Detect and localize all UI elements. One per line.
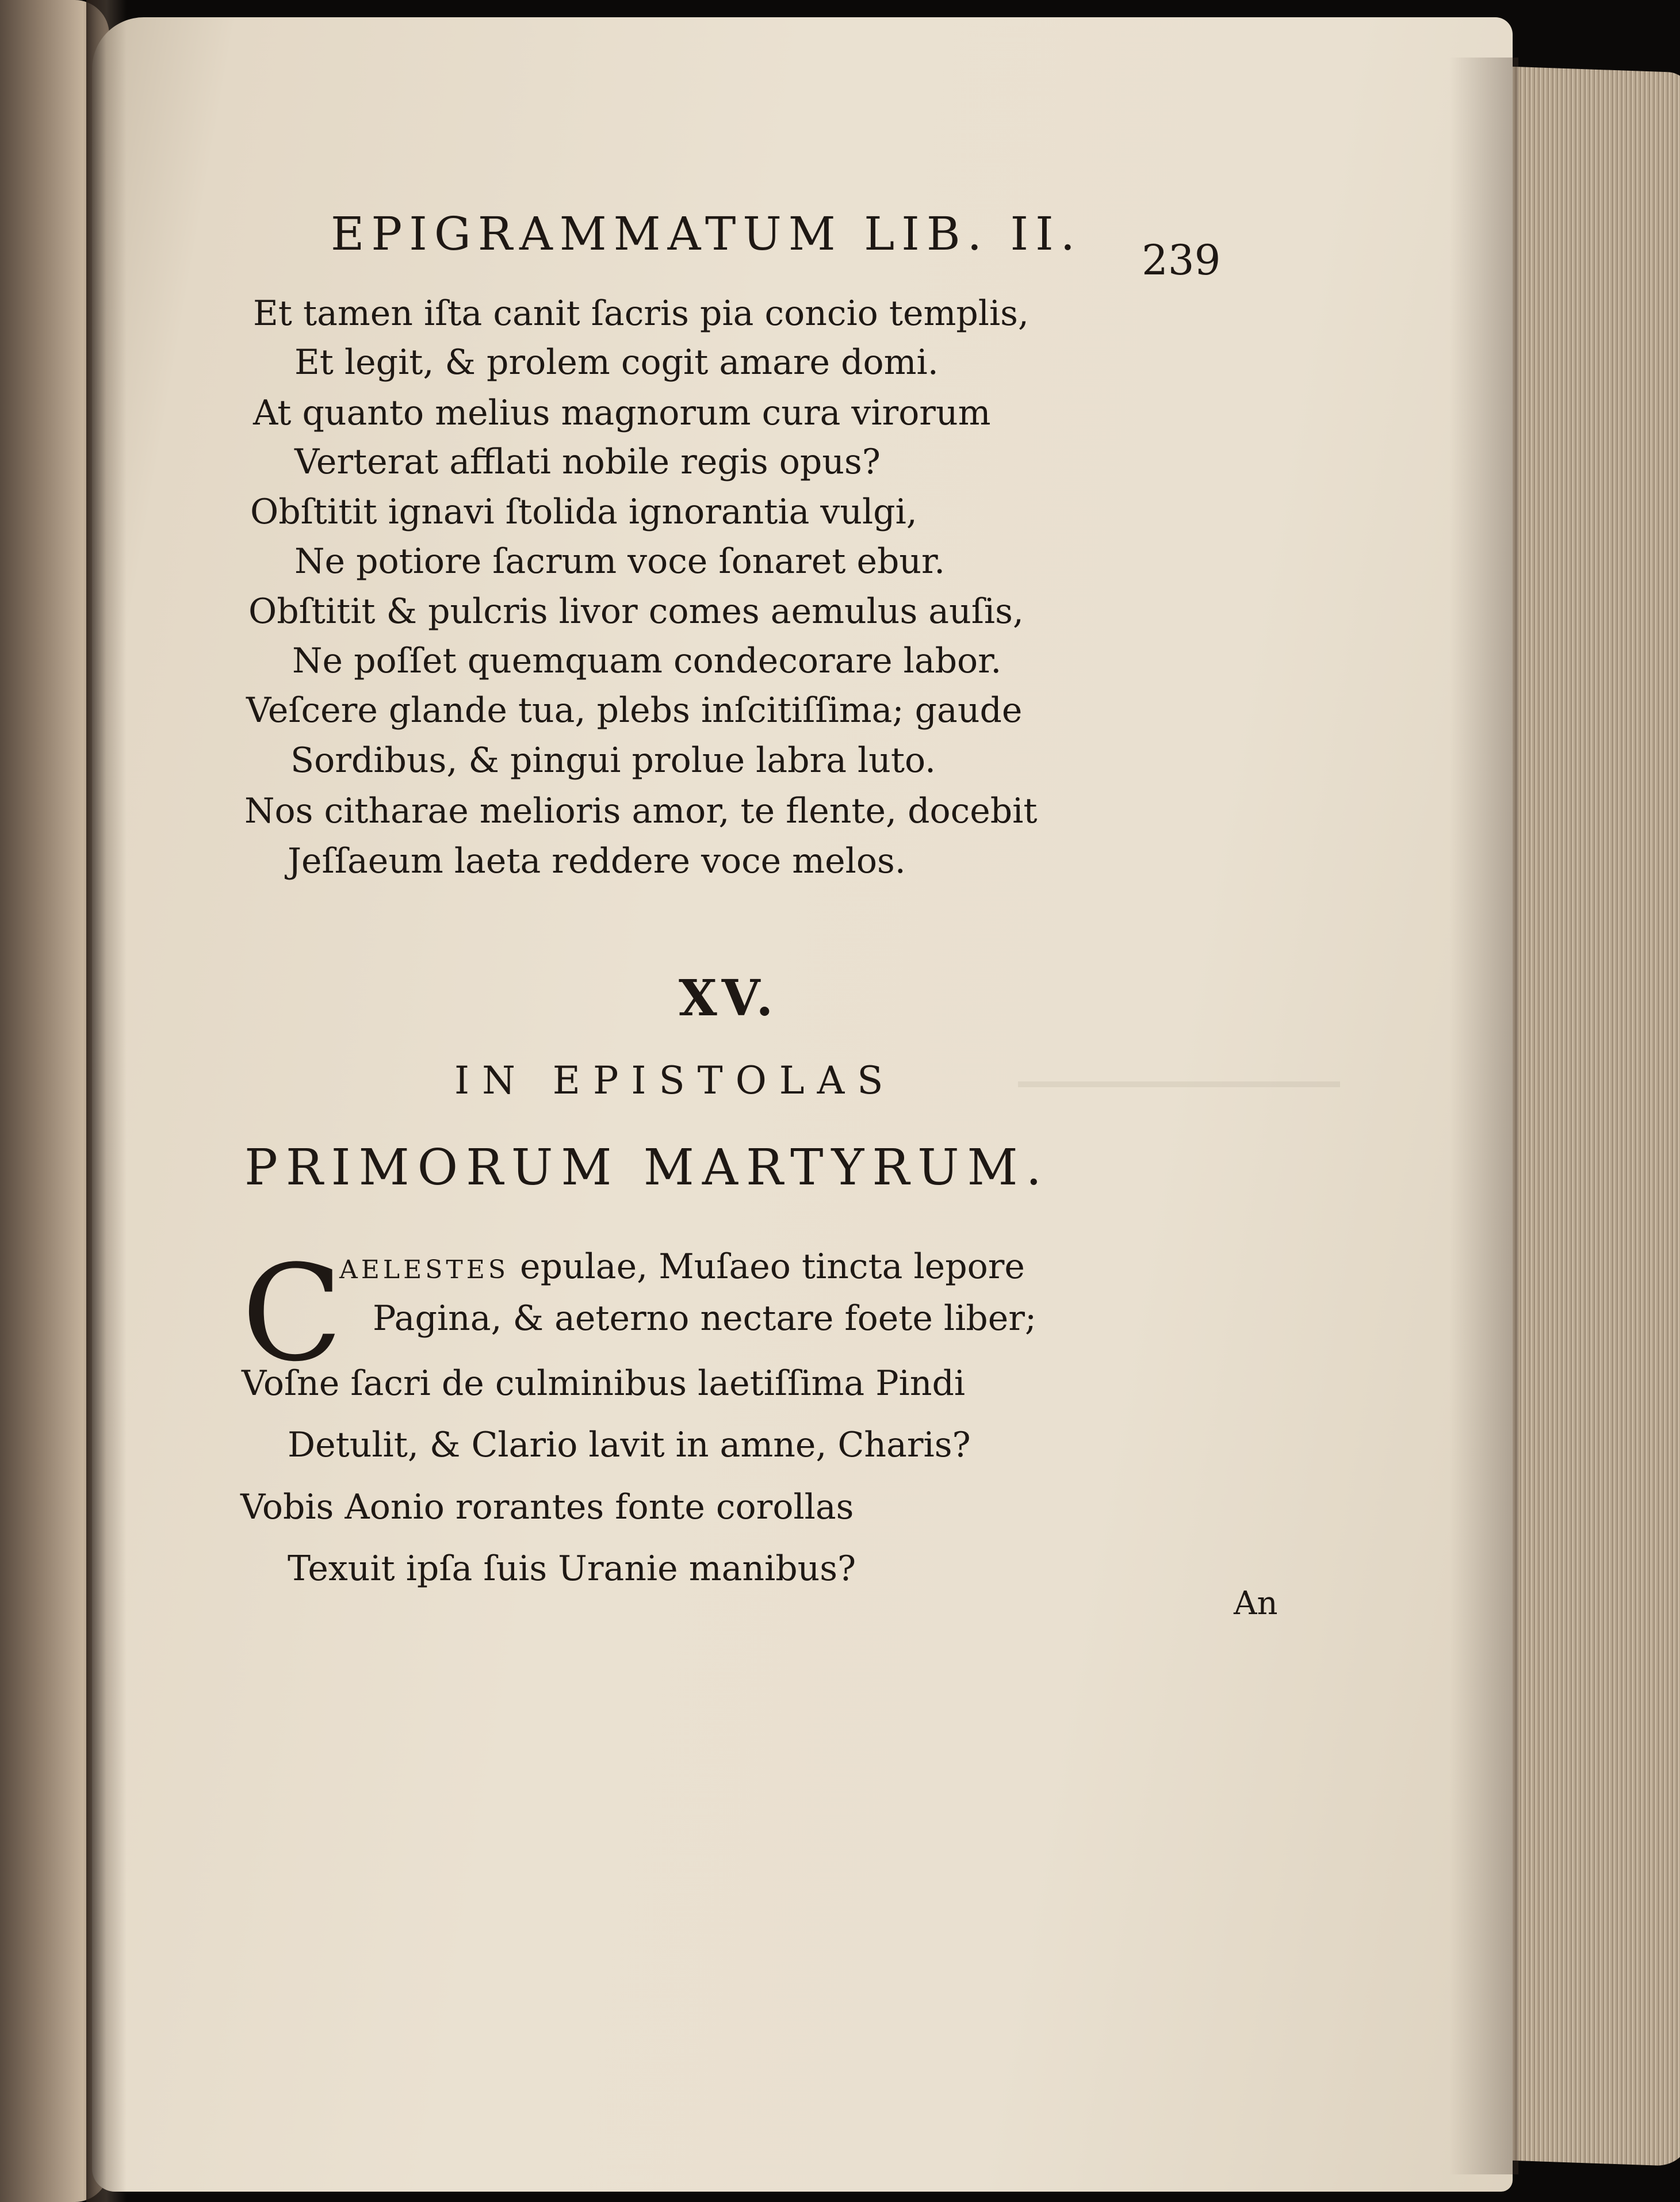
first-line-rest: epulae, Muſaeo tincta lepore — [508, 1247, 1025, 1287]
verse-line: Detulit, & Clario lavit in amne, Charis? — [288, 1425, 971, 1465]
verse-line: Voſne ſacri de culminibus laetiſſima Pindi — [242, 1363, 966, 1404]
verse-line: Nos citharae melioris amor, te flente, docebit — [244, 791, 1038, 831]
verse-line: Obſtitit & pulcris livor comes aemulus auſis, — [248, 591, 1024, 632]
page-number: 239 — [1142, 236, 1221, 284]
first-word-small-caps: AELESTES — [339, 1255, 509, 1284]
running-head: EPIGRAMMATUM LIB. II. — [331, 207, 1082, 261]
verse-line: Et legit, & prolem cogit amare domi. — [294, 342, 939, 383]
section-number: XV. — [679, 969, 778, 1027]
verse-line: Sordibus, & pingui prolue labra luto. — [290, 740, 936, 781]
verse-line-first — [339, 1247, 1025, 1287]
verse-line: Ne potiore ſacrum voce ſonaret ebur. — [294, 541, 946, 582]
verse-line: Pagina, & aeterno nectare foete liber; — [373, 1298, 1037, 1339]
verse-line: Obſtitit ignavi ſtolida ignorantia vulgi, — [250, 492, 917, 532]
drop-cap: C — [242, 1237, 343, 1391]
verse-line: Vobis Aonio rorantes fonte corollas — [240, 1487, 854, 1527]
verse-line: Veſcere glande tua, plebs inſcitiſſima; gaude — [246, 690, 1023, 731]
catchword: An — [1234, 1585, 1278, 1622]
verse-line: Et tamen iſta canit ſacris pia concio templis, — [253, 293, 1030, 334]
verse-line: Ne poſſet quemquam condecorare labor. — [292, 641, 1002, 681]
verse-line: Jeſſaeum laeta reddere voce melos. — [288, 841, 906, 881]
section-title-line2: PRIMORUM MARTYRUM. — [244, 1139, 1050, 1196]
section-title-line1: IN EPISTOLAS — [454, 1058, 896, 1103]
verse-line: Verterat afflati nobile regis opus? — [294, 442, 881, 482]
verse-line: Texuit ipſa ſuis Uranie manibus? — [288, 1549, 856, 1589]
verse-line: At quanto melius magnorum cura virorum — [253, 393, 991, 433]
